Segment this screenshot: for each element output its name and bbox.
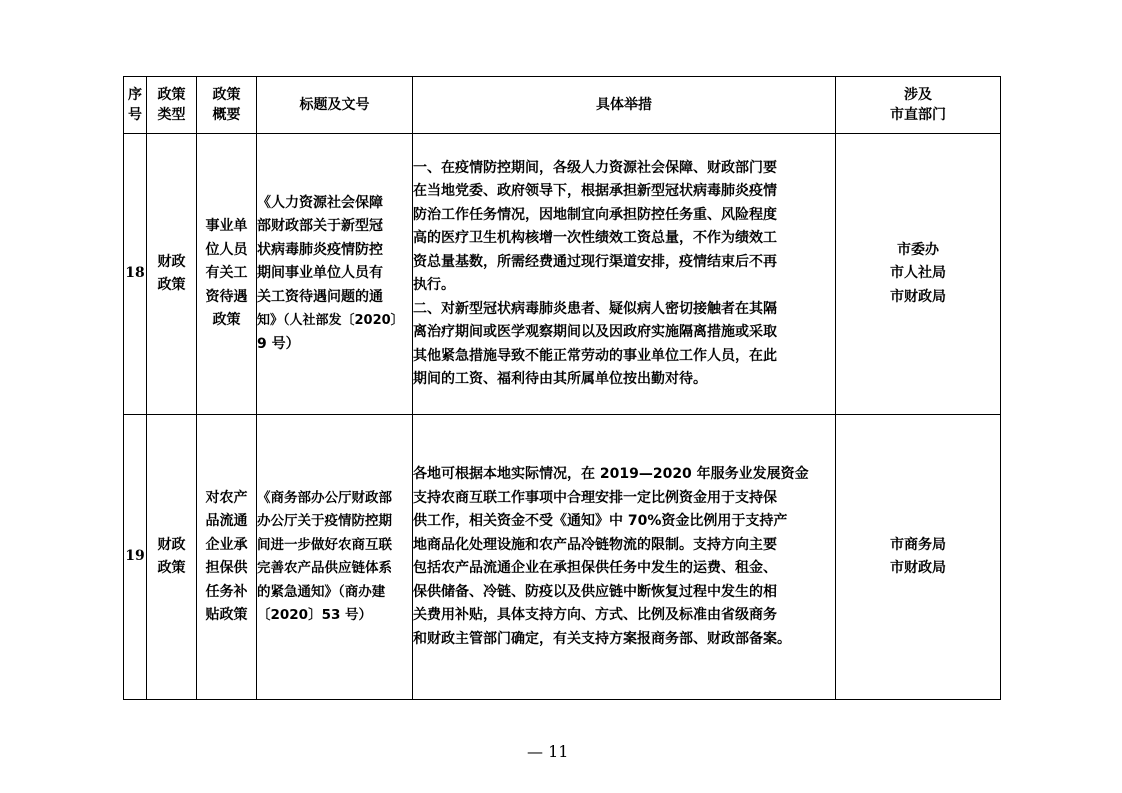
- row-title: 《商务部办公厅财政部 办公厅关于疫情防控期 间进一步做好农商互联 完善农产品供应链体系 的紧急通知》（商办建 〔2020〕53 号）: [257, 415, 413, 700]
- row-seq: 19: [124, 415, 147, 700]
- row-policy-summary: 事业单 位人员 有关工 资待遇 政策: [197, 134, 257, 415]
- header-departments: 涉及 市直部门: [836, 77, 1001, 134]
- page-number: — 11: [527, 742, 569, 761]
- policy-table: [123, 76, 1001, 700]
- row-policy-type: 财政 政策: [147, 134, 197, 415]
- row-title: 《人力资源社会保障 部财政部关于新型冠 状病毒肺炎疫情防控 期间事业单位人员有 关工资待遇问题的通 知》（人社部发〔2020〕 9 号）: [257, 134, 413, 415]
- header-seq: 序 号: [124, 77, 147, 134]
- table-row: [124, 134, 1001, 415]
- header-policy-type: 政策 类型: [147, 77, 197, 134]
- header-measures: 具体举措: [413, 77, 836, 134]
- row-policy-summary: 对农产 品流通 企业承 担保供 任务补 贴政策: [197, 415, 257, 700]
- row-departments: 市委办 市人社局 市财政局: [836, 134, 1001, 415]
- header-policy-summary: 政策 概要: [197, 77, 257, 134]
- row-departments: 市商务局 市财政局: [836, 415, 1001, 700]
- table-row: [124, 415, 1001, 700]
- row-measures: 各地可根据本地实际情况，在 2019—2020 年服务业发展资金 支持农商互联工作事项中合理安排一定比例资金用于支持保 供工作，相关资金不受《通知》中 70%资金比例用于支持产 地商品化处理设施和农产品冷链物流的限制。支持方向主要 包括农产品流通企业在承担保供任务中发生的运费、租金、 保供储备、冷链、防疫以及供应链中断恢复过程中发生的相 关费用补贴，具体支持方向、方式、比例及标准由省级商务 和财政主管部门确定，有关支持方案报商务部、财政部备案。: [413, 415, 836, 700]
- row-seq: 18: [124, 134, 147, 415]
- header-title: 标题及文号: [257, 77, 413, 134]
- row-measures: 一、在疫情防控期间，各级人力资源社会保障、财政部门要 在当地党委、政府领导下，根据承担新型冠状病毒肺炎疫情 防治工作任务情况，因地制宜向承担防控任务重、风险程度 高的医疗卫生机构核增一次性绩效工资总量，不作为绩效工 资总量基数，所需经费通过现行渠道安排，疫情结束后不再 执行。 二、对新型冠状病毒肺炎患者、疑似病人密切接触者在其隔 离治疗期间或医学观察期间以及因政府实施隔离措施或采取 其他紧急措施导致不能正常劳动的事业单位工作人员，在此 期间的工资、福利待由其所属单位按出勤对待。: [413, 134, 836, 415]
- row-policy-type: 财政 政策: [147, 415, 197, 700]
- table-header-row: [124, 77, 1001, 134]
